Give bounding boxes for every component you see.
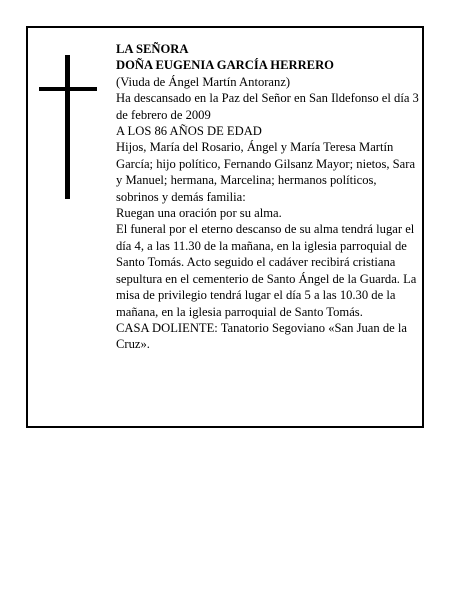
cross-icon <box>39 55 99 199</box>
obituary-heading: LA SEÑORA <box>116 42 189 56</box>
deceased-name: DOÑA EUGENIA GARCÍA HERRERO <box>116 58 334 73</box>
cross-horizontal-bar <box>39 87 97 91</box>
prayer-line: Ruegan una oración por su alma. <box>116 206 282 221</box>
family-line: Hijos, María del Rosario, Ángel y María Teresa Martín García; hijo político, Fernando Gilsanz Mayor; nietos, Sara y Manuel; hermana, Marcelina; hermanos políticos, sobrinos y demás familia: <box>116 140 416 204</box>
death-line: Ha descansado en la Paz del Señor en San Ildefonso el día 3 de febrero de 2009 <box>116 91 419 122</box>
mourning-house-line: CASA DOLIENTE: Tanatorio Segoviano «San Juan de la Cruz». <box>116 320 407 352</box>
widow-line: (Viuda de Ángel Martín Antoranz) <box>116 74 291 89</box>
age-line: A LOS 86 AÑOS DE EDAD <box>116 124 262 139</box>
obituary-notice <box>26 26 424 428</box>
cross-vertical-bar <box>65 55 70 199</box>
funeral-line: El funeral por el eterno descanso de su alma tendrá lugar el día 4, a las 11.30 de la mañana, en la iglesia parroquial de Santo Tomás. Acto seguido el cadáver recibirá cristiana sepultura en el cementerio de Santo Ángel de la Guarda. La misa de privilegio tendrá lugar el día 5 a las 10.30 de la mañana, en la iglesia parroquial de Santo Tomás. <box>116 222 417 319</box>
obituary-text <box>116 41 420 353</box>
